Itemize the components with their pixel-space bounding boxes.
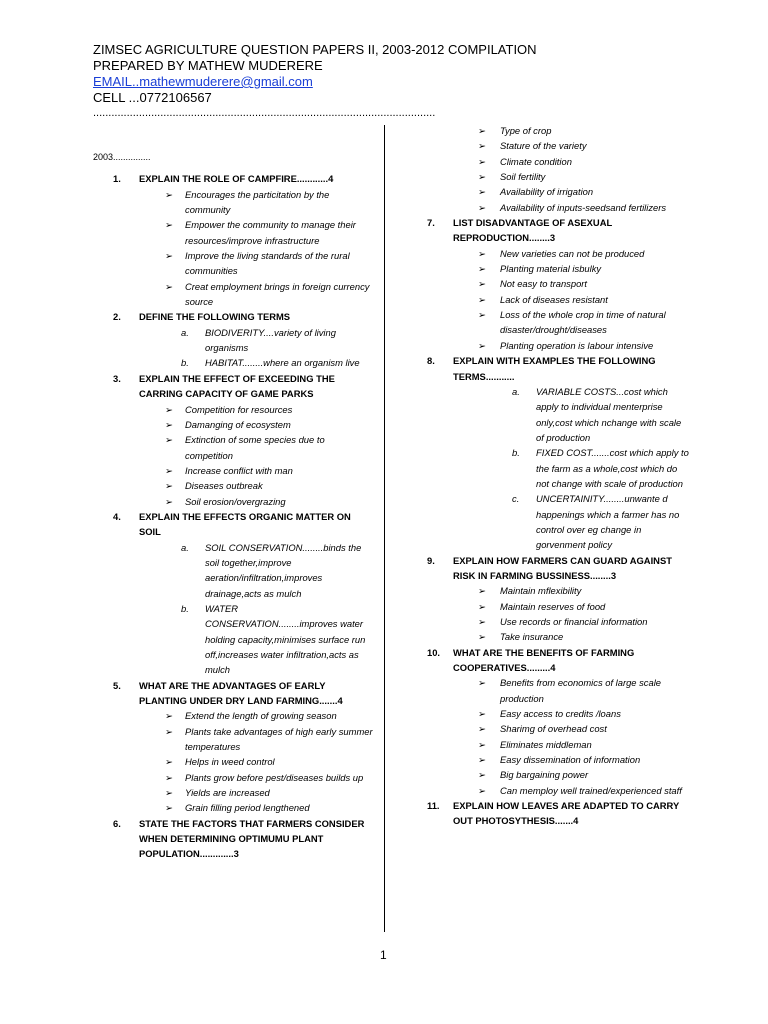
bullet-text: Availability of inputs-seedsand fertilizers	[500, 201, 667, 213]
header-title: ZIMSEC AGRICULTURE QUESTION PAPERS II, 2003-2012 COMPILATION	[93, 42, 537, 57]
bullet-text: Availability of irrigation	[500, 186, 594, 198]
arrow-bullet-icon: ➢	[478, 309, 486, 321]
question-8	[420, 353, 690, 384]
arrow-bullet-icon: ➢	[478, 631, 486, 643]
arrow-bullet-icon: ➢	[165, 219, 173, 231]
question-title: EXPLAIN WITH EXAMPLES THE FOLLOWING TERMS...........	[453, 355, 656, 382]
sub-item-text: VARIABLE COSTS...cost which apply to individual menterprise only,cost which nchange with scale of production	[536, 385, 682, 443]
question-number: 9.	[427, 554, 435, 566]
bullet-item	[93, 402, 373, 417]
sub-item-marker: a.	[512, 385, 520, 397]
bullet-item	[420, 706, 690, 721]
question-5	[93, 678, 373, 709]
bullet-item	[420, 184, 690, 199]
bullet-item	[420, 154, 690, 169]
bullet-item	[93, 187, 373, 218]
question-number: 1.	[113, 173, 121, 185]
bullet-item	[420, 261, 690, 276]
bullet-item	[420, 675, 690, 706]
bullet-item	[93, 494, 373, 509]
bullet-item	[420, 629, 690, 644]
arrow-bullet-icon: ➢	[478, 769, 486, 781]
question-number: 6.	[113, 817, 121, 829]
page-number: 1	[380, 948, 387, 962]
arrow-bullet-icon: ➢	[478, 278, 486, 290]
question-number: 2.	[113, 311, 121, 323]
question-9	[420, 553, 690, 584]
question-4	[93, 509, 373, 540]
header-author: PREPARED BY MATHEW MUDERERE	[93, 58, 323, 73]
sub-item-marker: b.	[512, 447, 520, 459]
bullet-item	[93, 770, 373, 785]
arrow-bullet-icon: ➢	[165, 802, 173, 814]
arrow-bullet-icon: ➢	[478, 125, 486, 136]
arrow-bullet-icon: ➢	[478, 723, 486, 735]
bullet-text: Eliminates middleman	[500, 738, 592, 750]
sub-item-text: UNCERTAINITY........unwante d happenings which a farmer has no control over eg change in gorvenment policy	[536, 493, 680, 551]
bullet-item	[420, 123, 690, 138]
bullet-text: Use records or financial information	[500, 616, 648, 627]
arrow-bullet-icon: ➢	[165, 787, 173, 799]
bullet-text: Yields are increased	[185, 787, 270, 799]
dotted-rule: ................................................................................................................	[93, 107, 436, 119]
bullet-text: Helps in weed control	[185, 756, 275, 768]
sub-item-marker: a.	[181, 541, 189, 553]
question-number: 7.	[427, 217, 435, 229]
question-title: EXPLAIN THE ROLE OF CAMPFIRE............4	[139, 173, 334, 185]
bullet-text: Soil erosion/overgrazing	[185, 495, 286, 507]
sub-item-text: FIXED COST.......cost which apply to the farm as a whole,cost which do not change with scale of production	[536, 447, 689, 489]
sub-item	[93, 325, 373, 356]
bullet-text: Planting operation is labour intensive	[500, 339, 654, 351]
bullet-item	[93, 432, 373, 463]
arrow-bullet-icon: ➢	[478, 263, 486, 275]
bullet-text: Sharimg of overhead cost	[500, 723, 607, 735]
sub-item-text: WATER CONSERVATION........improves water holding capacity,minimises surface run off,increases water infiltration,acts as mulch	[205, 602, 366, 676]
arrow-bullet-icon: ➢	[478, 738, 486, 750]
arrow-bullet-icon: ➢	[478, 155, 486, 167]
bullet-item	[93, 800, 373, 815]
bullet-item	[93, 754, 373, 769]
bullet-item	[420, 783, 690, 798]
bullet-item	[93, 417, 373, 432]
arrow-bullet-icon: ➢	[165, 725, 173, 737]
sub-item-marker: c.	[512, 493, 520, 505]
bullet-text: Creat employment brings in foreign currency source	[185, 280, 370, 308]
sub-item	[93, 355, 373, 370]
question-number: 3.	[113, 372, 121, 384]
sub-item-text: HABITAT........where an organism live	[205, 357, 360, 369]
bullet-item	[420, 276, 690, 291]
arrow-bullet-icon: ➢	[165, 495, 173, 507]
sub-item-marker: b.	[181, 357, 189, 369]
bullet-item	[93, 279, 373, 310]
question-title: STATE THE FACTORS THAT FARMERS CONSIDER WHEN DETERMINING OPTIMUMU PLANT POPULATION.............3	[139, 817, 365, 860]
year-label: 2003...............	[93, 152, 151, 162]
arrow-bullet-icon: ➢	[478, 171, 486, 183]
bullet-text: Benefits from economics of large scale production	[500, 677, 662, 704]
arrow-bullet-icon: ➢	[165, 188, 173, 200]
arrow-bullet-icon: ➢	[165, 403, 173, 415]
question-title: EXPLAIN HOW FARMERS CAN GUARD AGAINST RISK IN FARMING BUSSINESS........3	[453, 554, 672, 581]
question-number: 4.	[113, 510, 121, 522]
sub-item	[93, 540, 373, 601]
bullet-text: Plants grow before pest/diseases builds up	[185, 771, 364, 783]
arrow-bullet-icon: ➢	[165, 756, 173, 768]
bullet-text: Damanging of ecosystem	[185, 418, 291, 430]
bullet-text: Take insurance	[500, 631, 564, 643]
bullet-text: Maintain reserves of food	[500, 600, 606, 612]
bullet-text: Diseases outbreak	[185, 480, 263, 492]
bullet-text: Easy dissemination of information	[500, 754, 641, 766]
question-number: 5.	[113, 679, 121, 691]
arrow-bullet-icon: ➢	[478, 677, 486, 689]
arrow-bullet-icon: ➢	[165, 280, 173, 292]
bullet-text: Extend the length of growing season	[185, 710, 337, 722]
sub-item	[420, 384, 690, 445]
bullet-text: Lack of diseases resistant	[500, 293, 608, 305]
bullet-item	[420, 169, 690, 184]
arrow-bullet-icon: ➢	[165, 418, 173, 430]
bullet-item	[93, 248, 373, 279]
bullet-item	[93, 708, 373, 723]
question-7	[420, 215, 690, 246]
question-title: LIST DISADVANTAGE OF ASEXUAL REPRODUCTION........3	[453, 217, 613, 244]
bullet-item	[420, 721, 690, 736]
bullet-item	[420, 737, 690, 752]
bullet-text: Increase conflict with man	[185, 464, 293, 476]
question-6	[93, 816, 373, 862]
bullet-item	[420, 614, 690, 629]
question-1	[93, 171, 373, 186]
bullet-item	[93, 478, 373, 493]
bullet-item	[420, 200, 690, 215]
arrow-bullet-icon: ➢	[165, 480, 173, 492]
bullet-text: Competition for resources	[185, 403, 293, 415]
bullet-text: Can memploy well trained/experienced staff	[500, 784, 682, 796]
bullet-item	[93, 785, 373, 800]
document-header	[93, 42, 537, 106]
question-title: EXPLAIN THE EFFECTS ORGANIC MATTER ON SOIL	[139, 510, 351, 538]
sub-item	[420, 445, 690, 491]
question-title: WHAT ARE THE ADVANTAGES OF EARLY PLANTING UNDER DRY LAND FARMING.......4	[139, 679, 343, 707]
bullet-text: Encourages the particitation by the community	[185, 188, 330, 216]
question-number: 8.	[427, 355, 435, 367]
bullet-item	[93, 724, 373, 755]
bullet-item	[420, 307, 690, 338]
arrow-bullet-icon: ➢	[478, 754, 486, 766]
arrow-bullet-icon: ➢	[165, 771, 173, 783]
bullet-item	[420, 138, 690, 153]
arrow-bullet-icon: ➢	[478, 339, 486, 351]
sub-item-text: BIODIVERITY....variety of living organisms	[205, 326, 336, 354]
arrow-bullet-icon: ➢	[478, 616, 486, 627]
arrow-bullet-icon: ➢	[478, 708, 486, 720]
bullet-item	[420, 767, 690, 782]
bullet-text: Maintain mflexibility	[500, 585, 582, 597]
bullet-text: Climate condition	[500, 155, 572, 167]
bullet-text: Loss of the whole crop in time of natural disaster/drought/diseases	[500, 309, 666, 336]
bullet-text: Easy access to credits /loans	[500, 708, 621, 720]
question-2	[93, 309, 373, 324]
bullet-item	[93, 463, 373, 478]
question-title: EXPLAIN HOW LEAVES ARE ADAPTED TO CARRY OUT PHOTOSYTHESIS.......4	[453, 800, 680, 827]
arrow-bullet-icon: ➢	[478, 784, 486, 796]
bullet-text: Soil fertility	[500, 171, 546, 183]
arrow-bullet-icon: ➢	[478, 600, 486, 612]
bullet-text: Planting material isbulky	[500, 263, 602, 275]
sub-item-text: SOIL CONSERVATION........binds the soil together,improve aeration/infiltration,improves drainage,acts as mulch	[205, 541, 362, 599]
bullet-text: Big bargaining power	[500, 769, 589, 781]
left-column	[93, 150, 373, 862]
sub-item	[420, 491, 690, 552]
bullet-item	[420, 246, 690, 261]
bullet-item	[93, 217, 373, 248]
bullet-text: Grain filling period lengthened	[185, 802, 310, 814]
question-title: DEFINE THE FOLLOWING TERMS	[139, 311, 291, 323]
arrow-bullet-icon: ➢	[165, 434, 173, 446]
question-10	[420, 645, 690, 676]
sub-item	[93, 601, 373, 678]
question-title: EXPLAIN THE EFFECT OF EXCEEDING THE CARRING CAPACITY OF GAME PARKS	[139, 372, 335, 400]
email-link[interactable]: EMAIL..mathewmuderere@gmail.com	[93, 74, 313, 89]
arrow-bullet-icon: ➢	[478, 186, 486, 198]
question-11	[420, 798, 690, 829]
bullet-text: Empower the community to manage their resources/improve infrastructure	[185, 219, 356, 246]
bullet-text: Plants take advantages of high early summer temperatures	[185, 725, 373, 753]
bullet-text: Not easy to transport	[500, 278, 588, 290]
bullet-text: Stature of the variety	[500, 140, 587, 152]
arrow-bullet-icon: ➢	[165, 250, 173, 262]
column-divider	[384, 125, 385, 932]
question-title: WHAT ARE THE BENEFITS OF FARMING COOPERATIVES.........4	[453, 646, 635, 674]
arrow-bullet-icon: ➢	[478, 140, 486, 152]
question-number: 10.	[427, 646, 441, 658]
arrow-bullet-icon: ➢	[478, 247, 486, 259]
arrow-bullet-icon: ➢	[165, 710, 173, 722]
right-column	[420, 123, 690, 829]
bullet-text: New varieties can not be produced	[500, 247, 645, 259]
bullet-text: Improve the living standards of the rural communities	[185, 250, 350, 277]
arrow-bullet-icon: ➢	[478, 585, 486, 597]
arrow-bullet-icon: ➢	[165, 464, 173, 476]
bullet-item	[420, 338, 690, 353]
bullet-text: Type of crop	[500, 125, 552, 136]
question-number: 11.	[427, 800, 440, 812]
header-cell: CELL ...0772106567	[93, 90, 212, 105]
sub-item-marker: a.	[181, 326, 189, 338]
sub-item-marker: b.	[181, 602, 189, 614]
bullet-text: Extinction of some species due to competition	[185, 434, 325, 461]
bullet-item	[420, 752, 690, 767]
question-3	[93, 371, 373, 402]
bullet-item	[420, 583, 690, 598]
bullet-item	[420, 292, 690, 307]
bullet-item	[420, 599, 690, 614]
arrow-bullet-icon: ➢	[478, 201, 486, 213]
arrow-bullet-icon: ➢	[478, 293, 486, 305]
